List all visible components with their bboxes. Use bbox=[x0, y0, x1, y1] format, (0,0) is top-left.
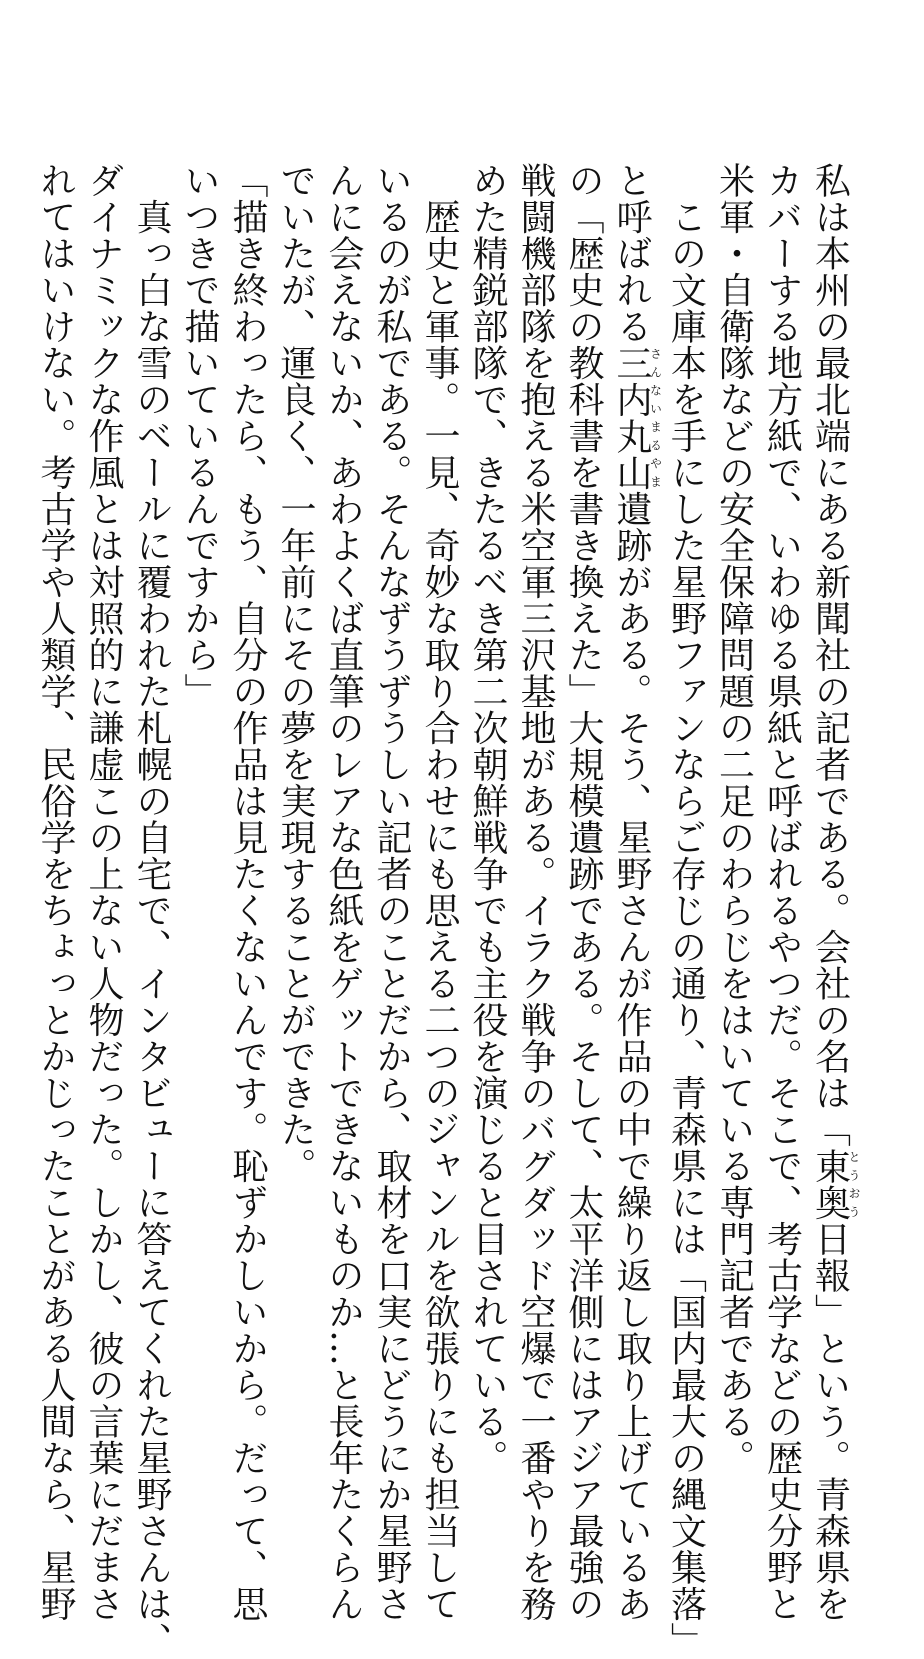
text-line: でいたが、運良く、一年前にその夢を実現することができた。 bbox=[275, 162, 316, 1184]
vertical-text-block bbox=[31, 162, 861, 1659]
text-line: いるのが私である。そんなずうずうしい記者のことだから、取材を口実にどうにか星野さ bbox=[371, 162, 412, 1622]
text-line: 真っ白な雪のベールに覆われた札幌の自宅で、インタビューに答えてくれた星野さんは、 bbox=[131, 162, 172, 1659]
text-line: 米軍・自衛隊などの安全保障問題の二足のわらじをはいている専門記者である。 bbox=[713, 162, 755, 1476]
text-line: この文庫本を手にした星野ファンならご存じの通り、青森県には「国内最大の縄文集落」 bbox=[665, 162, 707, 1659]
text-line: ダイナミックな作風とは対照的に謙虚この上ない人物だった。しかし、彼の言葉にだまさ bbox=[83, 162, 124, 1622]
text-line: んに会えないか、あわよくば直筆のレアな色紙をゲットできないものか…と長年たくらん bbox=[323, 162, 364, 1622]
text-line: いつきで描いているんですから」 bbox=[179, 162, 220, 710]
text-line: 歴史と軍事。一見、奇妙な取り合わせにも思える二つのジャンルを欲張りにも担当して bbox=[419, 162, 460, 1622]
furigana-toou: 東奥とうおう bbox=[809, 1147, 861, 1221]
text-line: カバーする地方紙で、いわゆる県紙と呼ばれるやつだ。そこで、考古学などの歴史分野と bbox=[761, 162, 803, 1622]
text-line: の「歴史の教科書を書き換えた」大規模遺跡である。そして、太平洋側にはアジア最強の bbox=[563, 162, 604, 1622]
furigana-sannaimaruyama: 三内丸山さんないまるやま bbox=[611, 344, 663, 491]
text-line: めた精鋭部隊で、きたるべき第二次朝鮮戦争でも主役を演じると目されている。 bbox=[467, 162, 508, 1476]
text-line: と呼ばれる三内丸山さんないまるやま遺跡がある。そう、星野さんが作品の中で繰り返し取り上げているあ bbox=[611, 162, 663, 1622]
text-line: 私は本州の最北端にある新聞社の記者である。会社の名は「東奥とうおう日報」という。青森県を bbox=[809, 162, 861, 1622]
text-line: 「描き終わったら、もう、自分の作品は見たくないんです。恥ずかしいから。だって、思 bbox=[227, 162, 268, 1622]
text-line: れてはいけない。考古学や人類学、民俗学をちょっとかじったことがある人間なら、星野 bbox=[35, 162, 76, 1622]
text-line: 戦闘機部隊を抱える米空軍三沢基地がある。イラク戦争のバグダッド空爆で一番やりを務 bbox=[515, 162, 556, 1622]
